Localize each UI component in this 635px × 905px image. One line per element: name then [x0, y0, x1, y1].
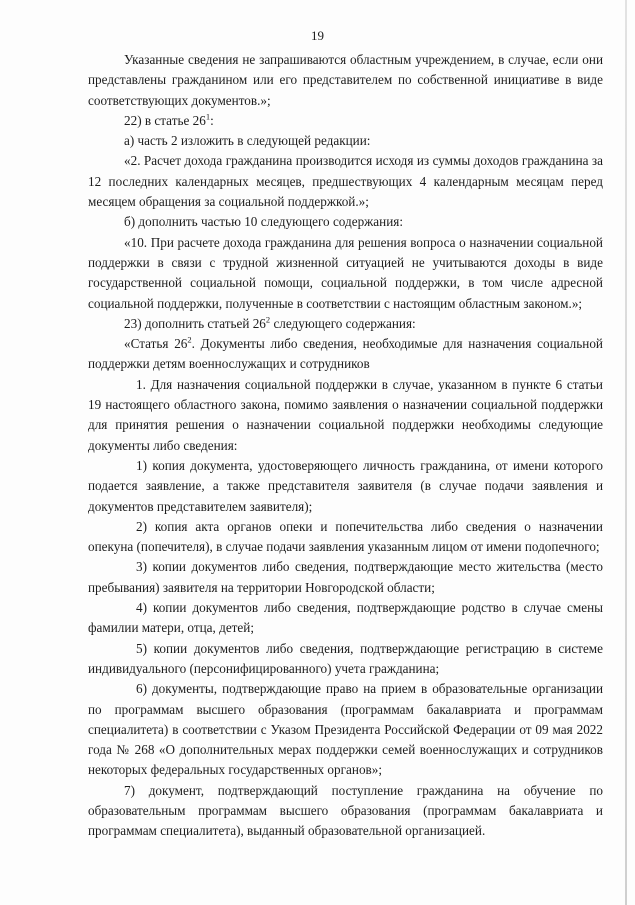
paragraph-a: а) часть 2 изложить в следующей редакции:: [124, 133, 371, 149]
paragraph-clause-1: 1. Для назначения социальной поддержки в случае, указанном в пункте 6 статьи 19 настоящего областного закона, помимо заявления о назначении социальной поддержки для принятия решения о назначении социальной поддержки необходимы следующие документы либо сведения:: [88, 376, 603, 453]
page-number: 19: [311, 28, 324, 43]
superscript: 2: [187, 334, 192, 345]
paragraph-part-10: «10. При расчете дохода гражданина для решения вопроса о назначении социальной поддержки в связи с трудной жизненной ситуацией не учитываются доходы в виде государственной социальной помощи, социальной поддержки, в том числе адресной социальной поддержки, полученные в соответствии с настоящим областным законом.»;: [88, 234, 603, 311]
text-after: . Документы либо сведения, необходимые для назначения социальной поддержки детям военнослужащих и сотрудников: [88, 336, 603, 372]
list-item-4: 4) копии документов либо сведения, подтверждающие родство в случае смены фамилии матери, отца, детей;: [88, 600, 603, 636]
paragraph-note: Указанные сведения не запрашиваются областным учреждением, в случае, если они представлены гражданином или его представителем по собственной инициативе в виде соответствующих документов.»;: [88, 52, 603, 108]
text-after: :: [210, 112, 214, 128]
page-edge: [625, 0, 627, 905]
text-after: следующего содержания:: [270, 315, 416, 331]
list-item-6: 6) документы, подтверждающие право на прием в образовательные организации по программам высшего образования (программам бакалавриата и программам специалитета) в соответствии с Указом Президента Российской Федерации от 09 мая 2022 года № 268 «О дополнительных мерах поддержки семей военнослужащих и сотрудников некоторых федеральных государственных органов»;: [88, 681, 603, 778]
article-heading: [88, 334, 603, 375]
document-body: [88, 50, 603, 842]
list-item-3: 3) копии документов либо сведения, подтверждающие место жительства (место пребывания) заявителя на территории Новгородской области;: [88, 559, 603, 595]
text-before: 23) дополнить статьей 26: [124, 315, 266, 331]
list-item-2: 2) копия акта органов опеки и попечительства либо сведения о назначении опекуна (попечителя), в случае подачи заявления указанным лицом от имени подопечного;: [88, 518, 603, 555]
paragraph-item-22: [88, 111, 603, 131]
text-before: 22) в статье 26: [124, 112, 206, 128]
superscript: 2: [265, 314, 271, 325]
paragraph-part-2: «2. Расчет дохода гражданина производится исходя из суммы доходов гражданина за 12 последних календарных месяцев, предшествующих 4 календарным месяцам перед месяцем обращения за социальной поддержкой.»;: [88, 153, 603, 210]
text-before: «Статья 26: [124, 336, 188, 352]
list-item-5: 5) копии документов либо сведения, подтверждающие регистрацию в системе индивидуального (персонифицированного) учета гражданина;: [88, 640, 603, 676]
list-item-1: 1) копия документа, удостоверяющего личность гражданина, от имени которого подается заявление, а также представителя заявителя (в случае подачи заявления и документов представителем заявителя);: [88, 457, 603, 514]
list-item-7: 7) документ, подтверждающий поступление гражданина на обучение по образовательным программам высшего образования (программам бакалавриата и программам специалитета), выданный образовательной организацией.: [88, 782, 603, 839]
paragraph-item-23: [88, 314, 603, 334]
superscript: 1: [205, 111, 211, 122]
paragraph-b: б) дополнить частью 10 следующего содержания:: [124, 214, 403, 230]
